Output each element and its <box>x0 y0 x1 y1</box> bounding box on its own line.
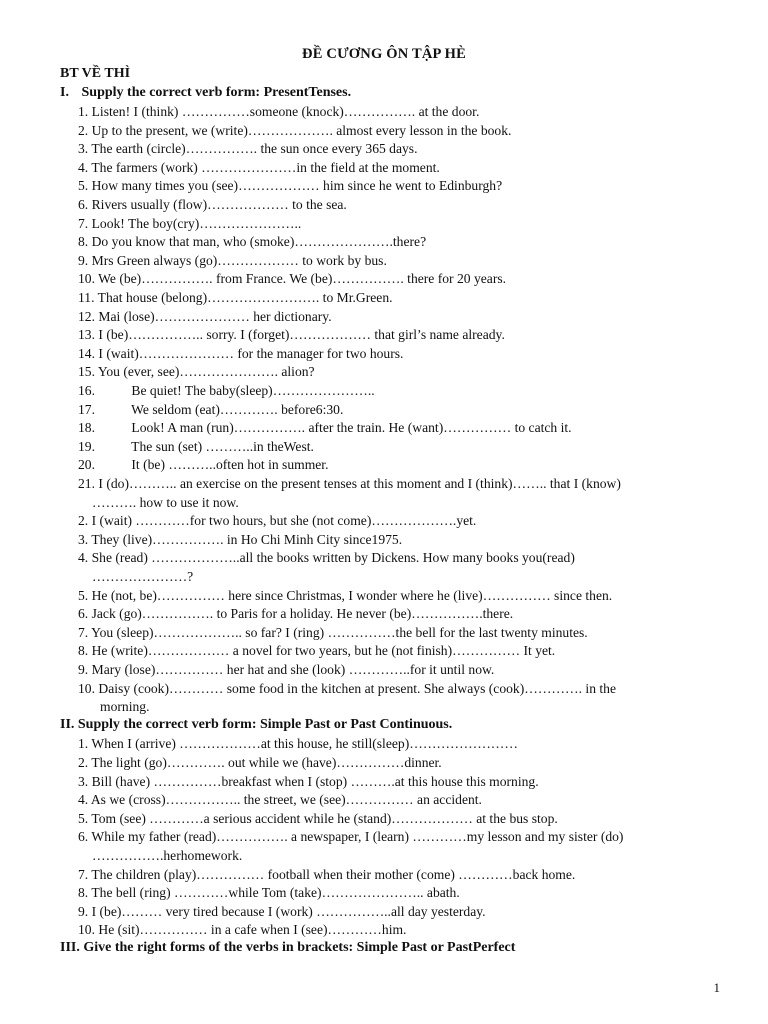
exercise-item <box>78 661 494 679</box>
item-number: 3. <box>78 141 89 156</box>
item-number: 19. <box>78 439 95 454</box>
item-number: 12. <box>78 309 95 324</box>
item-text: When I (arrive) ………………at this house, he still(sleep)…………………… <box>91 736 518 751</box>
item-number: 3. <box>78 774 89 789</box>
item-text: The bell (ring) …………while Tom (take)………………….. abath. <box>91 885 460 900</box>
item-text: morning. <box>100 699 150 714</box>
item-number: 2. <box>78 123 89 138</box>
item-number: 6. <box>78 197 89 212</box>
item-number: 1. <box>78 104 89 119</box>
exercise-item <box>78 140 418 158</box>
exercise-item <box>78 122 511 140</box>
item-text: Daisy (cook)………… some food in the kitchen at present. She always (cook)…………. in the <box>98 681 616 696</box>
item-number: 15. <box>78 364 95 379</box>
item-number: 20. <box>78 457 95 472</box>
item-number: 21. <box>78 476 95 491</box>
item-text: …………………? <box>92 569 194 584</box>
exercise-item <box>78 810 558 828</box>
item-number: 10. <box>78 922 95 937</box>
exercise-item-continuation <box>92 847 242 865</box>
item-text: Rivers usually (flow)……………… to the sea. <box>91 197 347 212</box>
exercise-item <box>78 773 539 791</box>
item-text: It (be) ………..often hot in summer. <box>131 457 329 472</box>
item-text: We (be)……………. from France. We (be)……………. there for 20 years. <box>98 271 507 286</box>
subtitle: BT VỀ THÌ <box>60 66 131 81</box>
item-number: 4. <box>78 792 89 807</box>
exercise-item <box>78 382 375 400</box>
item-number: 9. <box>78 253 89 268</box>
item-text: ………. how to use it now. <box>92 495 239 510</box>
item-text: He (write)……………… a novel for two years, but he (not finish)…………… It yet. <box>91 643 556 658</box>
item-number: 2. <box>78 513 89 528</box>
item-number: 4. <box>78 160 89 175</box>
item-text: We seldom (eat)…………. before6:30. <box>131 402 344 417</box>
exercise-item <box>78 866 575 884</box>
item-text: That house (belong)……………………. to Mr.Green. <box>97 290 393 305</box>
item-text: He (sit)…………… in a cafe when I (see)…………him. <box>98 922 407 937</box>
item-number: 10. <box>78 271 95 286</box>
item-text: Do you know that man, who (smoke)………………….there? <box>91 234 427 249</box>
exercise-item <box>78 735 518 753</box>
exercise-item <box>78 549 575 567</box>
exercise-item <box>78 605 513 623</box>
item-text: I (wait)………………… for the manager for two hours. <box>98 346 404 361</box>
item-text: I (be)……… very tired because I (work) ……………..all day yesterday. <box>91 904 486 919</box>
exercise-item <box>78 159 440 177</box>
exercise-item <box>78 791 482 809</box>
item-number: 6. <box>78 606 89 621</box>
item-number: 14. <box>78 346 95 361</box>
item-number: 11. <box>78 290 95 305</box>
exercise-item <box>78 345 403 363</box>
exercise-item <box>78 289 393 307</box>
exercise-item <box>78 642 555 660</box>
exercise-item <box>78 215 301 233</box>
exercise-item <box>78 177 502 195</box>
item-text: Mrs Green always (go)……………… to work by bus. <box>91 253 387 268</box>
exercise-item <box>78 680 616 698</box>
item-number: 13. <box>78 327 95 342</box>
item-text: …………….herhomework. <box>92 848 243 863</box>
exercise-item-continuation <box>100 698 149 716</box>
item-text: The children (play)…………… football when their mother (come) …………back home. <box>91 867 576 882</box>
section-1-label: I. <box>60 85 69 100</box>
item-text: Be quiet! The baby(sleep)………………….. <box>131 383 375 398</box>
item-text: Mai (lose)………………… her dictionary. <box>98 309 332 324</box>
exercise-item <box>78 884 460 902</box>
exercise-item <box>78 828 623 846</box>
exercise-item <box>78 921 406 939</box>
exercise-item <box>78 233 426 251</box>
item-number: 9. <box>78 904 89 919</box>
item-number: 7. <box>78 867 89 882</box>
section-2-heading: II. Supply the correct verb form: Simple Past or Past Continuous. <box>60 717 453 732</box>
item-text: Listen! I (think) ……………someone (knock)……………. at the door. <box>91 104 480 119</box>
page-title: ĐỀ CƯƠNG ÔN TẬP HÈ <box>302 46 466 62</box>
item-text: The light (go)…………. out while we (have)……………dinner. <box>91 755 442 770</box>
item-text: He (not, be)…………… here since Christmas, I wonder where he (live)…………… since then. <box>91 588 613 603</box>
item-number: 3. <box>78 532 89 547</box>
item-number: 18. <box>78 420 95 435</box>
item-text: Look! A man (run)……………. after the train. He (want)…………… to catch it. <box>131 420 572 435</box>
exercise-item <box>78 270 506 288</box>
item-text: While my father (read)……………. a newspaper, I (learn) …………my lesson and my sister (do) <box>91 829 624 844</box>
item-number: 1. <box>78 736 89 751</box>
exercise-item <box>78 624 588 642</box>
item-number: 8. <box>78 643 89 658</box>
item-text: The farmers (work) …………………in the field at the moment. <box>91 160 440 175</box>
exercise-item <box>78 438 314 456</box>
item-text: The earth (circle)……………. the sun once every 365 days. <box>91 141 418 156</box>
item-text: Tom (see) …………a serious accident while he (stand)……………… at the bus stop. <box>91 811 558 826</box>
exercise-item <box>78 363 315 381</box>
item-text: Up to the present, we (write)………………. almost every lesson in the book. <box>91 123 512 138</box>
item-number: 8. <box>78 885 89 900</box>
exercise-item <box>78 252 387 270</box>
item-text: I (be)…………….. sorry. I (forget)……………… that girl’s name already. <box>98 327 505 342</box>
exercise-item <box>78 196 347 214</box>
item-number: 8. <box>78 234 89 249</box>
section-1-title: Supply the correct verb form: PresentTenses. <box>81 85 352 100</box>
item-text: As we (cross)…………….. the street, we (see)…………… an accident. <box>90 792 482 807</box>
exercise-item <box>78 754 442 772</box>
exercise-item-continuation <box>92 568 193 586</box>
page-number: 1 <box>713 980 720 995</box>
item-text: Look! The boy(cry)………………….. <box>91 216 302 231</box>
item-number: 6. <box>78 829 89 844</box>
exercise-item <box>78 587 612 605</box>
item-number: 4. <box>78 550 89 565</box>
item-text: How many times you (see)……………… him since he went to Edinburgh? <box>91 178 503 193</box>
exercise-item <box>78 103 479 121</box>
item-number: 7. <box>78 625 89 640</box>
item-text: Jack (go)……………. to Paris for a holiday. He never (be)…………….there. <box>91 606 514 621</box>
item-text: They (live)……………. in Ho Chi Minh City since1975. <box>91 532 403 547</box>
item-text: You (ever, see)…………………. alion? <box>97 364 315 379</box>
exercise-item <box>78 419 572 437</box>
exercise-item <box>78 903 486 921</box>
item-number: 5. <box>78 811 89 826</box>
item-text: Mary (lose)…………… her hat and she (look) …………..for it until now. <box>91 662 495 677</box>
exercise-item <box>78 456 328 474</box>
exercise-item <box>78 512 476 530</box>
item-number: 10. <box>78 681 95 696</box>
item-number: 7. <box>78 216 89 231</box>
section-3-heading: III. Give the right forms of the verbs in brackets: Simple Past or PastPerfect <box>60 940 516 955</box>
item-number: 17. <box>78 402 95 417</box>
item-text: You (sleep)……………….. so far? I (ring) ……………the bell for the last twenty minutes. <box>91 625 588 640</box>
exercise-item-continuation <box>92 494 239 512</box>
exercise-item <box>78 475 621 493</box>
item-number: 16. <box>78 383 95 398</box>
item-text: I (wait) …………for two hours, but she (not come)……………….yet. <box>91 513 477 528</box>
item-text: I (do)……….. an exercise on the present tenses at this moment and I (think)…….. that I (know) <box>98 476 621 491</box>
item-number: 2. <box>78 755 89 770</box>
item-text: She (read) ………………..all the books written by Dickens. How many books you(read) <box>91 550 575 565</box>
item-text: Bill (have) ……………breakfast when I (stop) ……….at this house this morning. <box>91 774 539 789</box>
item-text: The sun (set) ………..in theWest. <box>131 439 314 454</box>
item-number: 9. <box>78 662 89 677</box>
exercise-item <box>78 531 402 549</box>
exercise-item <box>78 308 332 326</box>
exercise-item <box>78 401 343 419</box>
section-1-heading <box>60 85 351 101</box>
item-number: 5. <box>78 178 89 193</box>
item-number: 5. <box>78 588 89 603</box>
exercise-item <box>78 326 505 344</box>
